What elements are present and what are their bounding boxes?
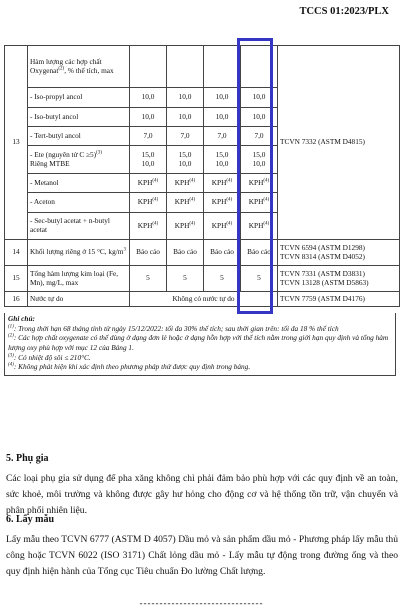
param-name: Nước tự do [28, 292, 130, 307]
section-6-heading: 6. Lấy mẫu [6, 514, 55, 525]
param-name: - Iso-butyl ancol [28, 108, 130, 127]
row-number: 15 [5, 266, 28, 292]
value-cell: 15,0 10,0 [130, 146, 167, 174]
value-cell: Báo cáo [241, 240, 278, 266]
value-cell: 7,0 [204, 127, 241, 146]
note-3: $^{(3)}$: Có nhiệt độ sôi ≤ 210°C. [8, 352, 91, 362]
row-number: 14 [5, 240, 28, 266]
notes-title: Ghi chú: [8, 314, 35, 323]
value-cell: 5 [204, 266, 241, 292]
value-cell: 10,0 [167, 108, 204, 127]
value-cell: 10,0 [130, 108, 167, 127]
value-cell: KPH$^{(4)}$ [241, 174, 278, 193]
param-name: - Tert-butyl ancol [28, 127, 130, 146]
row-number: 16 [5, 292, 28, 307]
value-cell: 10,0 [241, 88, 278, 108]
value-cell: 15,0 10,0 [204, 146, 241, 174]
param-name: Hàm lượng các hợp chất Oxygenat$^{(2)}$, % thể tích, max [28, 46, 130, 88]
value-cell: 5 [167, 266, 204, 292]
value-cell: 10,0 [204, 108, 241, 127]
note-4: $^{(4)}$: Không phát hiện khi xác định theo phương pháp thử được quy định trong bảng. [8, 362, 251, 372]
value-cell: 7,0 [130, 127, 167, 146]
section-5-text: Các loại phụ gia sử dụng để pha xăng không chì phải đảm bảo phù hợp với các quy định về an toàn, sức khoẻ, môi trường và không được gây hư hỏng cho động cơ và hệ thống tồn trữ, vận chuyển và phân phối nhiên liệu. [6, 473, 398, 517]
value-cell: Không có nước tự do [130, 292, 278, 307]
value-cell: KPH$^{(4)}$ [241, 193, 278, 213]
value-cell: Báo cáo [167, 240, 204, 266]
table-row [5, 46, 400, 88]
value-cell: KPH$^{(4)}$ [130, 193, 167, 213]
param-name: - Iso-propyl ancol [28, 88, 130, 108]
value-cell: Báo cáo [130, 240, 167, 266]
value-cell: 5 [130, 266, 167, 292]
value-cell: KPH$^{(4)}$ [204, 193, 241, 213]
value-cell: KPH$^{(4)}$ [241, 213, 278, 240]
value-cell: KPH$^{(4)}$ [130, 213, 167, 240]
highlight-box [237, 38, 273, 314]
table-row [5, 240, 400, 266]
spec-table [4, 45, 400, 307]
param-name: - Aceton [28, 193, 130, 213]
param-name: - Ete (nguyên tử C ≥5)$^{(3)}$ Riêng MTBE [28, 146, 130, 174]
value-cell: 5 [241, 266, 278, 292]
param-name: Khối lượng riêng ở 15 °C, $kg/m^3$ [28, 240, 130, 266]
value-cell: KPH$^{(4)}$ [167, 213, 204, 240]
value-cell: 7,0 [167, 127, 204, 146]
value-cell: 10,0 [130, 88, 167, 108]
test-method: TCVN 7759 (ASTM D4176) [278, 292, 400, 307]
row-number: 13 [5, 46, 28, 240]
notes-block [4, 313, 396, 376]
value-cell: KPH$^{(4)}$ [167, 193, 204, 213]
value-cell: 15,0 10,0 [167, 146, 204, 174]
section-6-text: Lấy mẫu theo TCVN 6777 (ASTM D 4057) Dầu mỏ và sản phẩm dầu mỏ - Phương pháp lấy mẫu thủ công hoặc TCVN 6022 (ISO 3171) Chất lỏng dầu mỏ - Lấy mẫu tự động trong đường ống và theo quy định hiện hành của Tổng cục Tiêu chuẩn Đo lường Chất lượng. [6, 534, 398, 578]
test-method: TCVN 7331 (ASTM D3831) TCVN 13128 (ASTM D5863) [278, 266, 400, 292]
value-cell: KPH$^{(4)}$ [167, 174, 204, 193]
document-code: TCCS 01:2023/PLX [299, 6, 389, 17]
value-cell: Báo cáo [204, 240, 241, 266]
value-cell: KPH$^{(4)}$ [130, 174, 167, 193]
note-2: $^{(2)}$: Các hợp chất oxygenate có thể dùng ở dạng đơn lẻ hoặc ở dạng hỗn hợp với thể tích nằm trong giới hạn quy định và tổng hàm lượng oxy phù hợp với mục 12 của Bảng 1. [8, 333, 389, 352]
note-1: $^{(1)}$: Trong thời hạn 68 tháng tính từ ngày 15/12/2022: tối đa 30% thể tích; sau thời gian trên: tối đa 18 % thể tích [8, 323, 339, 333]
value-cell: 10,0 [241, 108, 278, 127]
value-cell: KPH$^{(4)}$ [204, 213, 241, 240]
value-cell: KPH$^{(4)}$ [204, 174, 241, 193]
param-name: - Sec-butyl acetat + n-butyl acetat [28, 213, 130, 240]
table-row [5, 292, 400, 307]
value-cell: 10,0 [167, 88, 204, 108]
test-method: TCVN 7332 (ASTM D4815) [278, 46, 400, 240]
section-5-heading: 5. Phụ gia [6, 453, 49, 464]
param-name: - Metanol [28, 174, 130, 193]
param-name: Tổng hàm lượng kim loại (Fe, Mn), mg/L, max [28, 266, 130, 292]
test-method: TCVN 6594 (ASTM D1298) TCVN 8314 (ASTM D4052) [278, 240, 400, 266]
page-divider: ------------------------------- [139, 598, 264, 608]
value-cell: 15,0 10,0 [241, 146, 278, 174]
value-cell: 10,0 [204, 88, 241, 108]
value-cell: 7,0 [241, 127, 278, 146]
table-row [5, 266, 400, 292]
